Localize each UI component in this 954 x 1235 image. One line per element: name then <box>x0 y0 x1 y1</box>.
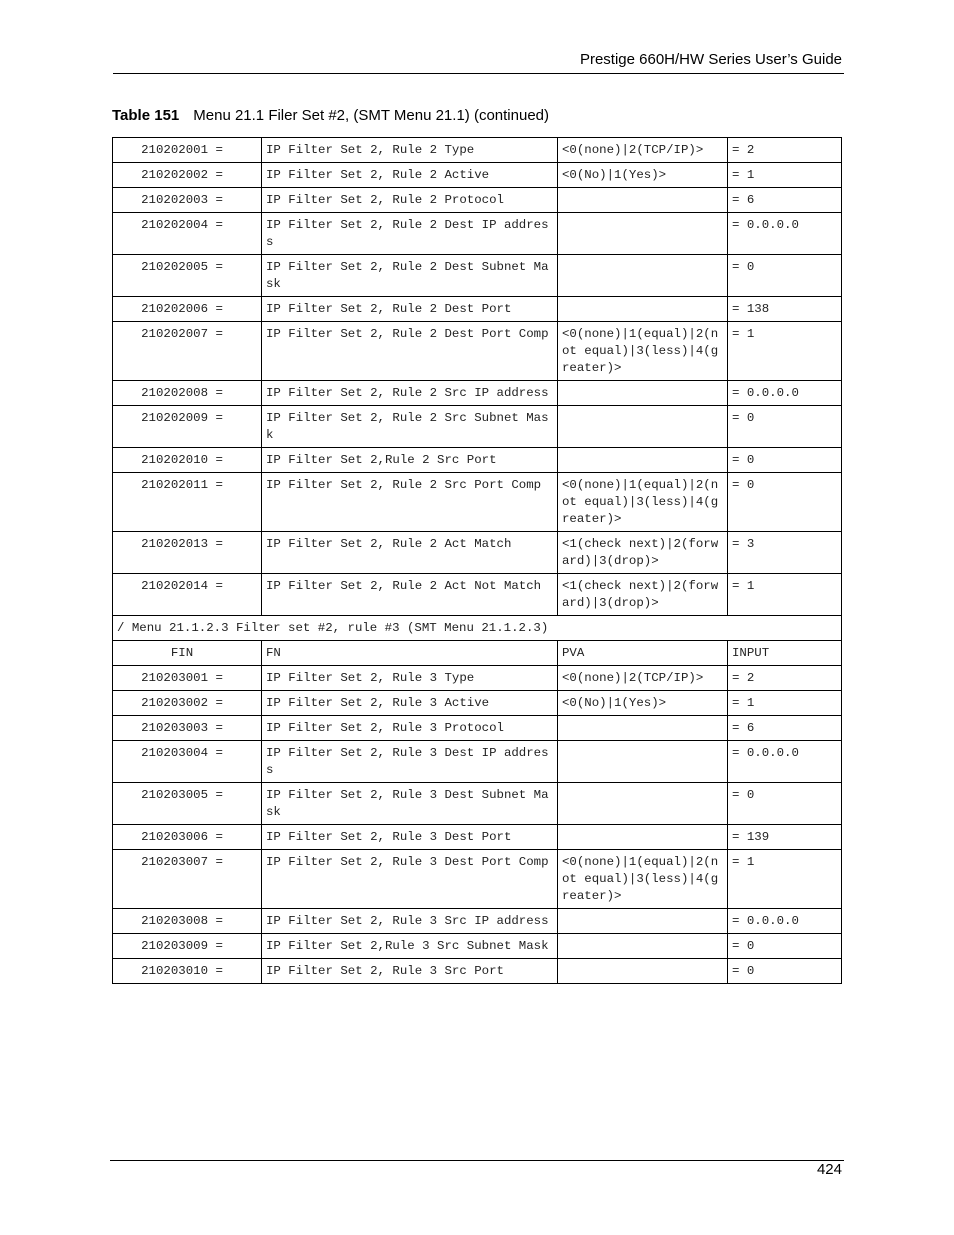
pva-cell <box>558 381 728 406</box>
input-cell: = 0.0.0.0 <box>728 909 842 934</box>
input-cell: = 0.0.0.0 <box>728 381 842 406</box>
fin-cell: 210202002 = <box>113 163 262 188</box>
table-row <box>113 909 842 934</box>
pva-cell: <0(none)|1(equal)|2(not equal)|3(less)|4(greater)> <box>558 322 728 381</box>
fn-cell: IP Filter Set 2, Rule 2 Src IP address <box>262 381 558 406</box>
fin-cell: 210202005 = <box>113 255 262 297</box>
fn-cell: IP Filter Set 2,Rule 3 Src Subnet Mask <box>262 934 558 959</box>
fn-cell: IP Filter Set 2, Rule 2 Src Port Comp <box>262 473 558 532</box>
fn-cell: IP Filter Set 2, Rule 2 Dest Port <box>262 297 558 322</box>
fin-cell: 210202013 = <box>113 532 262 574</box>
fin-cell: 210202009 = <box>113 406 262 448</box>
table-row <box>113 666 842 691</box>
pva-cell: PVA <box>558 641 728 666</box>
table-row <box>113 406 842 448</box>
input-cell: = 2 <box>728 666 842 691</box>
table-row <box>113 934 842 959</box>
input-cell: = 1 <box>728 691 842 716</box>
fin-cell: 210203005 = <box>113 783 262 825</box>
pva-cell <box>558 959 728 984</box>
pva-cell <box>558 909 728 934</box>
pva-cell: <1(check next)|2(forward)|3(drop)> <box>558 574 728 616</box>
input-cell: = 6 <box>728 716 842 741</box>
table-row <box>113 473 842 532</box>
input-cell: = 1 <box>728 850 842 909</box>
table-row <box>113 716 842 741</box>
input-cell: = 2 <box>728 138 842 163</box>
table-row <box>113 741 842 783</box>
fin-cell: 210202010 = <box>113 448 262 473</box>
fin-cell: 210202011 = <box>113 473 262 532</box>
section-title: / Menu 21.1.2.3 Filter set #2, rule #3 (SMT Menu 21.1.2.3) <box>113 616 842 641</box>
fn-cell: IP Filter Set 2, Rule 3 Src Port <box>262 959 558 984</box>
pva-cell: <0(No)|1(Yes)> <box>558 163 728 188</box>
fin-cell: 210202001 = <box>113 138 262 163</box>
input-cell: INPUT <box>728 641 842 666</box>
fin-cell: 210203002 = <box>113 691 262 716</box>
fn-cell: IP Filter Set 2, Rule 3 Protocol <box>262 716 558 741</box>
fin-cell: 210202006 = <box>113 297 262 322</box>
fin-cell: 210203007 = <box>113 850 262 909</box>
fin-cell: 210203004 = <box>113 741 262 783</box>
header-divider <box>113 73 844 74</box>
fin-cell: 210203006 = <box>113 825 262 850</box>
pva-cell <box>558 741 728 783</box>
fn-cell: IP Filter Set 2, Rule 2 Dest IP address <box>262 213 558 255</box>
pva-cell: <0(none)|2(TCP/IP)> <box>558 138 728 163</box>
table-row <box>113 959 842 984</box>
fin-cell: 210203010 = <box>113 959 262 984</box>
fin-cell: 210202008 = <box>113 381 262 406</box>
table-caption-label: Table 151 <box>112 107 180 124</box>
fn-cell: IP Filter Set 2, Rule 3 Active <box>262 691 558 716</box>
pva-cell <box>558 255 728 297</box>
input-cell: = 3 <box>728 532 842 574</box>
fn-cell: IP Filter Set 2, Rule 3 Dest Subnet Mask <box>262 783 558 825</box>
table-row <box>113 381 842 406</box>
table-row <box>113 322 842 381</box>
fn-cell: IP Filter Set 2, Rule 2 Dest Port Comp <box>262 322 558 381</box>
fin-cell: 210203001 = <box>113 666 262 691</box>
table-row <box>113 163 842 188</box>
pva-cell <box>558 934 728 959</box>
fin-cell: FIN <box>113 641 262 666</box>
input-cell: = 1 <box>728 574 842 616</box>
page-number: 424 <box>816 1161 842 1178</box>
table-row <box>113 188 842 213</box>
fin-cell: 210203009 = <box>113 934 262 959</box>
input-cell: = 1 <box>728 163 842 188</box>
input-cell: = 0 <box>728 255 842 297</box>
fn-cell: FN <box>262 641 558 666</box>
fn-cell: IP Filter Set 2, Rule 2 Act Not Match <box>262 574 558 616</box>
section-row <box>113 616 842 641</box>
fn-cell: IP Filter Set 2, Rule 3 Dest Port Comp <box>262 850 558 909</box>
pva-cell <box>558 783 728 825</box>
fin-cell: 210203003 = <box>113 716 262 741</box>
table-row <box>113 138 842 163</box>
fn-cell: IP Filter Set 2, Rule 2 Protocol <box>262 188 558 213</box>
input-cell: = 0.0.0.0 <box>728 213 842 255</box>
input-cell: = 0 <box>728 406 842 448</box>
table-row <box>113 783 842 825</box>
table-row <box>113 825 842 850</box>
fin-cell: 210202007 = <box>113 322 262 381</box>
pva-cell <box>558 448 728 473</box>
fn-cell: IP Filter Set 2, Rule 3 Dest IP address <box>262 741 558 783</box>
table-body <box>113 138 842 984</box>
input-cell: = 1 <box>728 322 842 381</box>
input-cell: = 0 <box>728 473 842 532</box>
table-caption <box>112 107 549 124</box>
input-cell: = 0.0.0.0 <box>728 741 842 783</box>
pva-cell: <1(check next)|2(forward)|3(drop)> <box>558 532 728 574</box>
fn-cell: IP Filter Set 2, Rule 2 Dest Subnet Mask <box>262 255 558 297</box>
table-row <box>113 850 842 909</box>
pva-cell: <0(none)|1(equal)|2(not equal)|3(less)|4(greater)> <box>558 850 728 909</box>
input-cell: = 0 <box>728 448 842 473</box>
input-cell: = 0 <box>728 959 842 984</box>
pva-cell <box>558 716 728 741</box>
fn-cell: IP Filter Set 2, Rule 3 Src IP address <box>262 909 558 934</box>
fn-cell: IP Filter Set 2,Rule 2 Src Port <box>262 448 558 473</box>
table-row <box>113 255 842 297</box>
table-row <box>113 532 842 574</box>
input-cell: = 139 <box>728 825 842 850</box>
footer-divider <box>110 1160 844 1161</box>
pva-cell <box>558 188 728 213</box>
fn-cell: IP Filter Set 2, Rule 3 Dest Port <box>262 825 558 850</box>
fin-cell: 210202003 = <box>113 188 262 213</box>
table-row <box>113 691 842 716</box>
pva-cell <box>558 213 728 255</box>
table-row <box>113 297 842 322</box>
pva-cell: <0(none)|2(TCP/IP)> <box>558 666 728 691</box>
pva-cell: <0(none)|1(equal)|2(not equal)|3(less)|4(greater)> <box>558 473 728 532</box>
table-caption-text: Menu 21.1 Filer Set #2, (SMT Menu 21.1) (continued) <box>193 107 549 124</box>
fn-cell: IP Filter Set 2, Rule 2 Act Match <box>262 532 558 574</box>
table-row <box>113 213 842 255</box>
input-cell: = 138 <box>728 297 842 322</box>
fn-cell: IP Filter Set 2, Rule 2 Type <box>262 138 558 163</box>
table-row <box>113 641 842 666</box>
fn-cell: IP Filter Set 2, Rule 2 Active <box>262 163 558 188</box>
fn-cell: IP Filter Set 2, Rule 3 Type <box>262 666 558 691</box>
pva-cell <box>558 406 728 448</box>
pva-cell <box>558 825 728 850</box>
input-cell: = 0 <box>728 783 842 825</box>
input-cell: = 0 <box>728 934 842 959</box>
pva-cell <box>558 297 728 322</box>
fin-cell: 210203008 = <box>113 909 262 934</box>
filter-set-table <box>112 137 842 984</box>
running-header-title: Prestige 660H/HW Series User’s Guide <box>579 51 842 68</box>
input-cell: = 6 <box>728 188 842 213</box>
table-row <box>113 448 842 473</box>
table-row <box>113 574 842 616</box>
pva-cell: <0(No)|1(Yes)> <box>558 691 728 716</box>
fin-cell: 210202004 = <box>113 213 262 255</box>
fin-cell: 210202014 = <box>113 574 262 616</box>
fn-cell: IP Filter Set 2, Rule 2 Src Subnet Mask <box>262 406 558 448</box>
